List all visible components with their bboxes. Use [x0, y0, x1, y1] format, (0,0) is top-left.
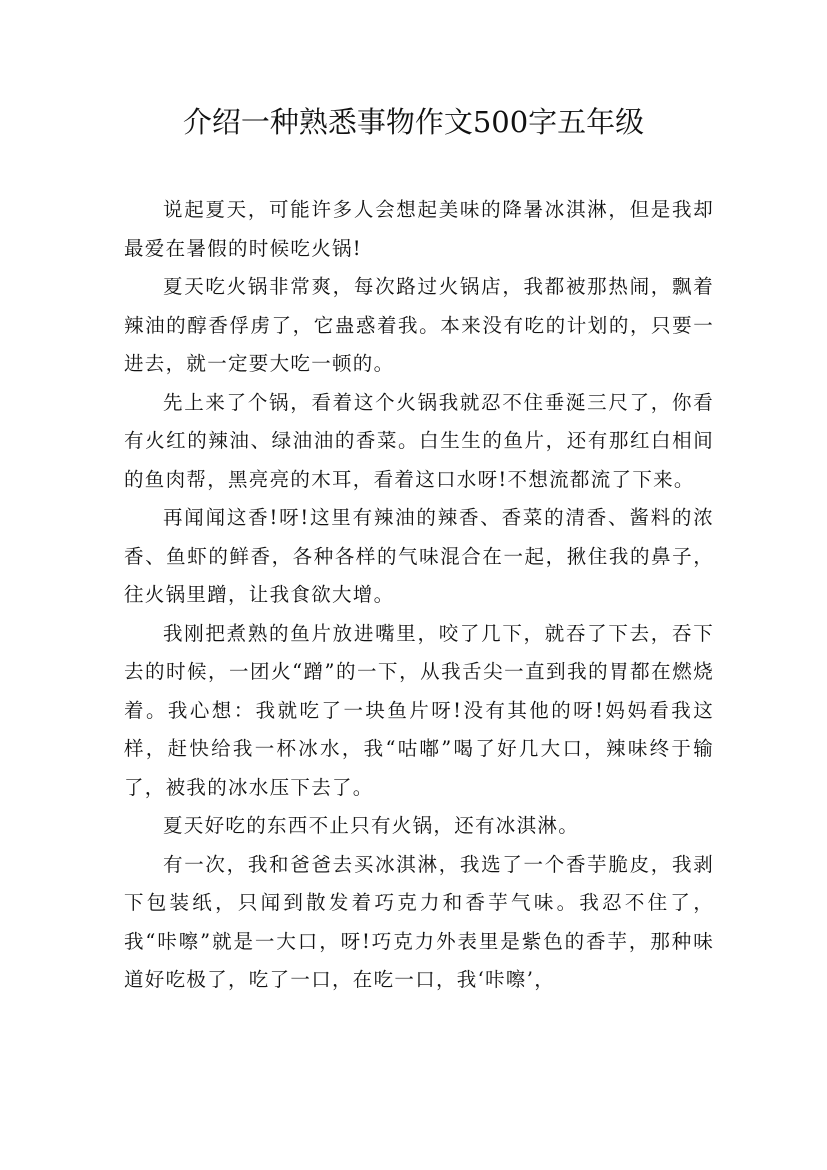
- document-body: [124, 191, 714, 1000]
- page-title: 介绍一种熟悉事物作文500字五年级: [182, 105, 645, 139]
- paragraph-2: 夏天吃火锅非常爽，每次路过火锅店，我都被那热闹，飘着辣油的醇香俘虏了，它蛊惑着我。本来没有吃的计划的，只要一进去，就一定要大吃一顿的。: [124, 275, 714, 375]
- paragraph-6: 夏天好吃的东西不止只有火锅，还有冰淇淋。: [163, 814, 580, 837]
- paragraph-1: 说起夏天，可能许多人会想起美味的降暑冰淇淋，但是我却最爱在暑假的时候吃火锅!: [124, 198, 714, 260]
- paragraph-4: 再闻闻这香!呀!这里有辣油的辣香、香菜的清香、酱料的浓香、鱼虾的鲜香，各种各样的气味混合在一起，揪住我的鼻子，往火锅里蹭，让我食欲大增。: [124, 506, 714, 606]
- paragraph-7: 有一次，我和爸爸去买冰淇淋，我选了一个香芋脆皮，我剥下包装纸，只闻到散发着巧克力和香芋气味。我忍不住了，我“咔嚓”就是一大口，呀!巧克力外表里是紫色的香芋，那种味道好吃极了，吃了一口，在吃一口，我‘咔嚓’，: [124, 852, 714, 991]
- paragraph-3: 先上来了个锅，看着这个火锅我就忍不住垂涎三尺了，你看有火红的辣油、绿油油的香菜。白生生的鱼片，还有那红白相间的鱼肉帮，黑亮亮的木耳，看着这口水呀!不想流都流了下来。: [124, 390, 714, 491]
- paragraph-5: 我刚把煮熟的鱼片放进嘴里，咬了几下，就吞了下去，吞下去的时候，一团火“蹭”的一下，从我舌尖一直到我的胃都在燃烧着。我心想：我就吃了一块鱼片呀!没有其他的呀!妈妈看我这样，赶快给我一杯冰水，我“咕嘟”喝了好几大口，辣味终于输了，被我的冰水压下去了。: [124, 621, 714, 799]
